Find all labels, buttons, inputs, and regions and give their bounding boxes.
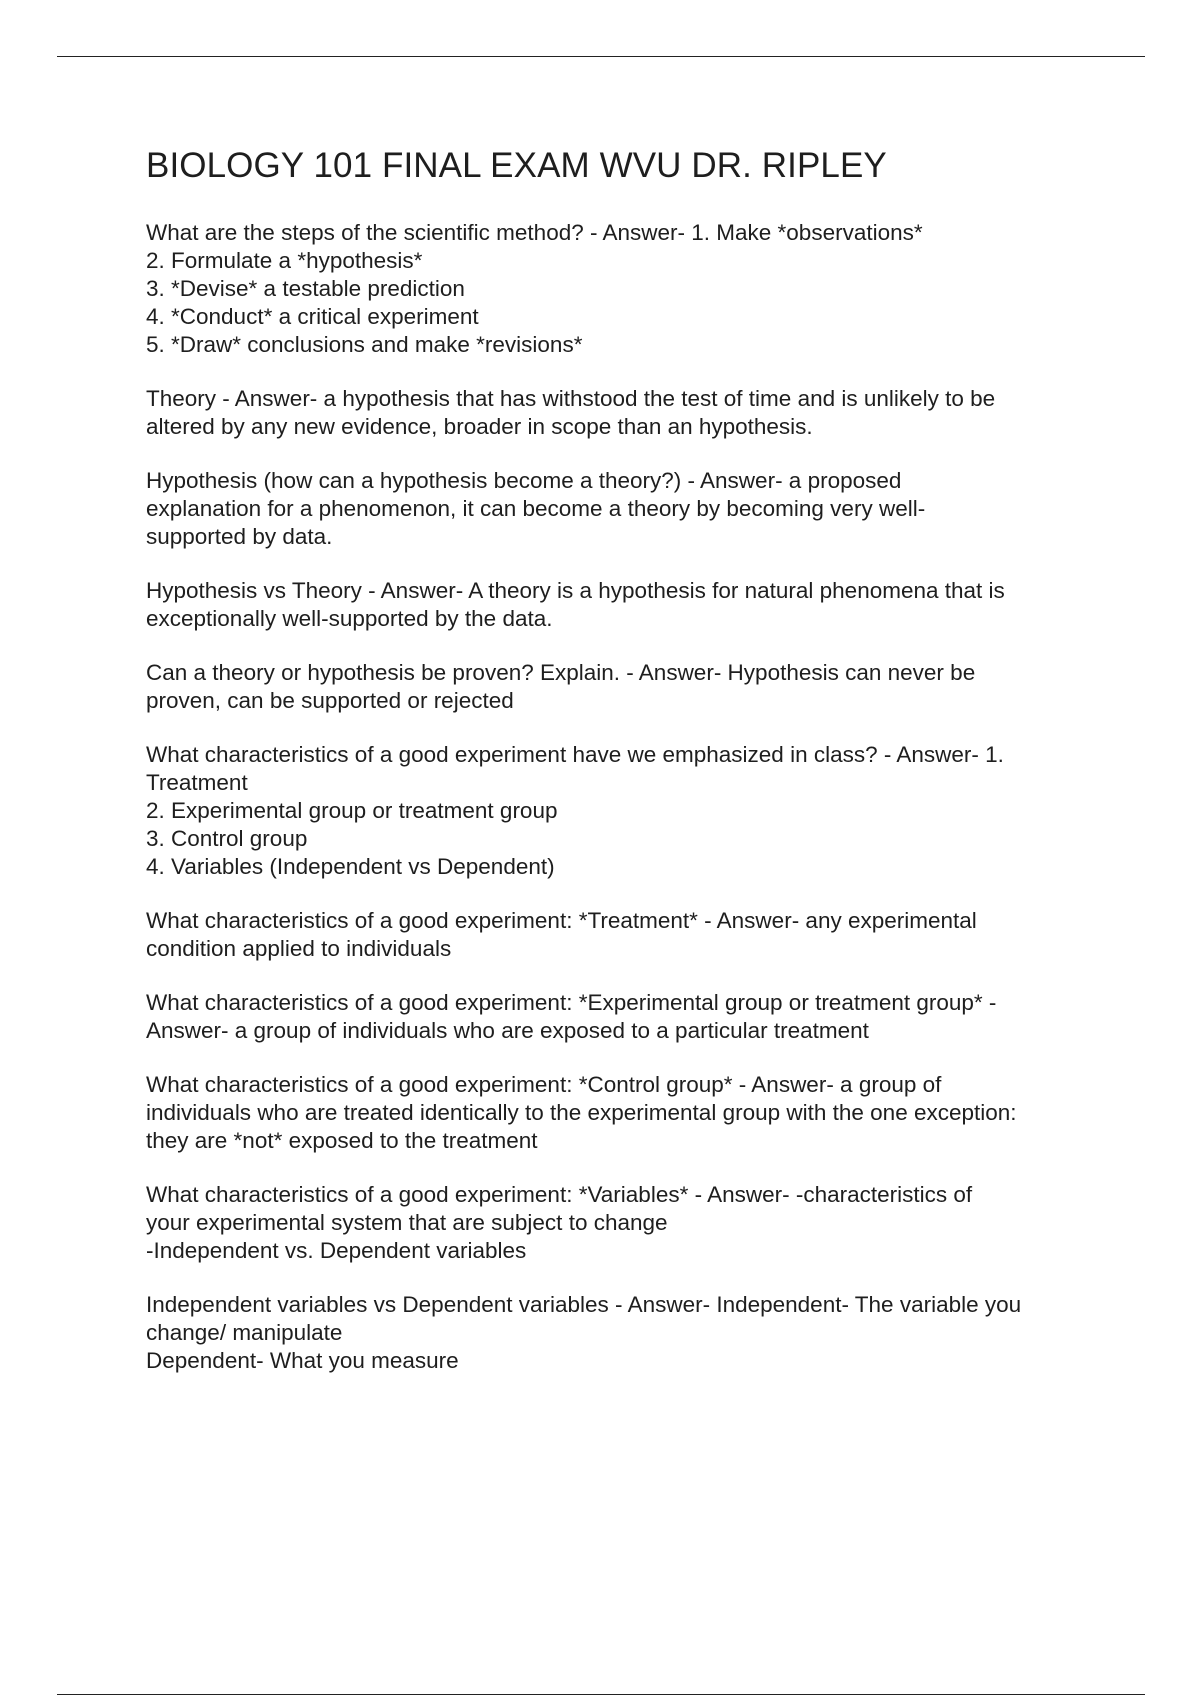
qa-line: 2. Experimental group or treatment group	[146, 798, 558, 823]
document-body	[146, 144, 1096, 1401]
document-title: BIOLOGY 101 FINAL EXAM WVU DR. RIPLEY	[146, 146, 887, 185]
qa-list	[146, 219, 1096, 1375]
qa-line: 4. *Conduct* a critical experiment	[146, 304, 479, 329]
qa-line: Theory - Answer- a hypothesis that has withstood the test of time and is unlikely to be	[146, 386, 996, 411]
qa-line: proven, can be supported or rejected	[146, 688, 514, 713]
qa-line: exceptionally well-supported by the data.	[146, 606, 553, 631]
qa-line: Can a theory or hypothesis be proven? Explain. - Answer- Hypothesis can never be	[146, 660, 976, 685]
qa-entry	[146, 467, 1096, 551]
qa-line: 2. Formulate a *hypothesis*	[146, 248, 423, 273]
bottom-rule	[57, 1694, 1145, 1695]
qa-line: altered by any new evidence, broader in scope than an hypothesis.	[146, 414, 813, 439]
top-rule	[57, 56, 1145, 57]
qa-line: your experimental system that are subject to change	[146, 1210, 668, 1235]
qa-line: 4. Variables (Independent vs Dependent)	[146, 854, 555, 879]
qa-line: they are *not* exposed to the treatment	[146, 1128, 538, 1153]
qa-line: Treatment	[146, 770, 248, 795]
qa-line: supported by data.	[146, 524, 333, 549]
qa-entry	[146, 577, 1096, 633]
qa-entry	[146, 1071, 1096, 1155]
qa-line: Dependent- What you measure	[146, 1348, 459, 1373]
qa-entry	[146, 1291, 1096, 1375]
qa-line: explanation for a phenomenon, it can become a theory by becoming very well-	[146, 496, 926, 521]
qa-line: Answer- a group of individuals who are exposed to a particular treatment	[146, 1018, 869, 1043]
qa-line: Hypothesis (how can a hypothesis become a theory?) - Answer- a proposed	[146, 468, 902, 493]
qa-entry	[146, 659, 1096, 715]
qa-line: change/ manipulate	[146, 1320, 343, 1345]
qa-line: Independent variables vs Dependent variables - Answer- Independent- The variable you	[146, 1292, 1022, 1317]
qa-line: -Independent vs. Dependent variables	[146, 1238, 527, 1263]
qa-line: What are the steps of the scientific method? - Answer- 1. Make *observations*	[146, 220, 923, 245]
qa-line: What characteristics of a good experiment: *Experimental group or treatment group* -	[146, 990, 997, 1015]
qa-line: What characteristics of a good experiment: *Treatment* - Answer- any experimental	[146, 908, 977, 933]
qa-line: Hypothesis vs Theory - Answer- A theory is a hypothesis for natural phenomena that is	[146, 578, 1005, 603]
qa-line: 5. *Draw* conclusions and make *revisions*	[146, 332, 583, 357]
qa-entry	[146, 907, 1096, 963]
qa-line: What characteristics of a good experiment: *Control group* - Answer- a group of	[146, 1072, 942, 1097]
qa-entry	[146, 741, 1096, 881]
qa-line: 3. Control group	[146, 826, 308, 851]
qa-entry	[146, 219, 1096, 359]
qa-line: individuals who are treated identically to the experimental group with the one exception:	[146, 1100, 1017, 1125]
qa-line: condition applied to individuals	[146, 936, 452, 961]
qa-entry	[146, 385, 1096, 441]
qa-line: What characteristics of a good experiment: *Variables* - Answer- -characteristics of	[146, 1182, 973, 1207]
qa-entry	[146, 1181, 1096, 1265]
qa-line: What characteristics of a good experiment have we emphasized in class? - Answer- 1.	[146, 742, 1004, 767]
qa-line: 3. *Devise* a testable prediction	[146, 276, 465, 301]
qa-entry	[146, 989, 1096, 1045]
